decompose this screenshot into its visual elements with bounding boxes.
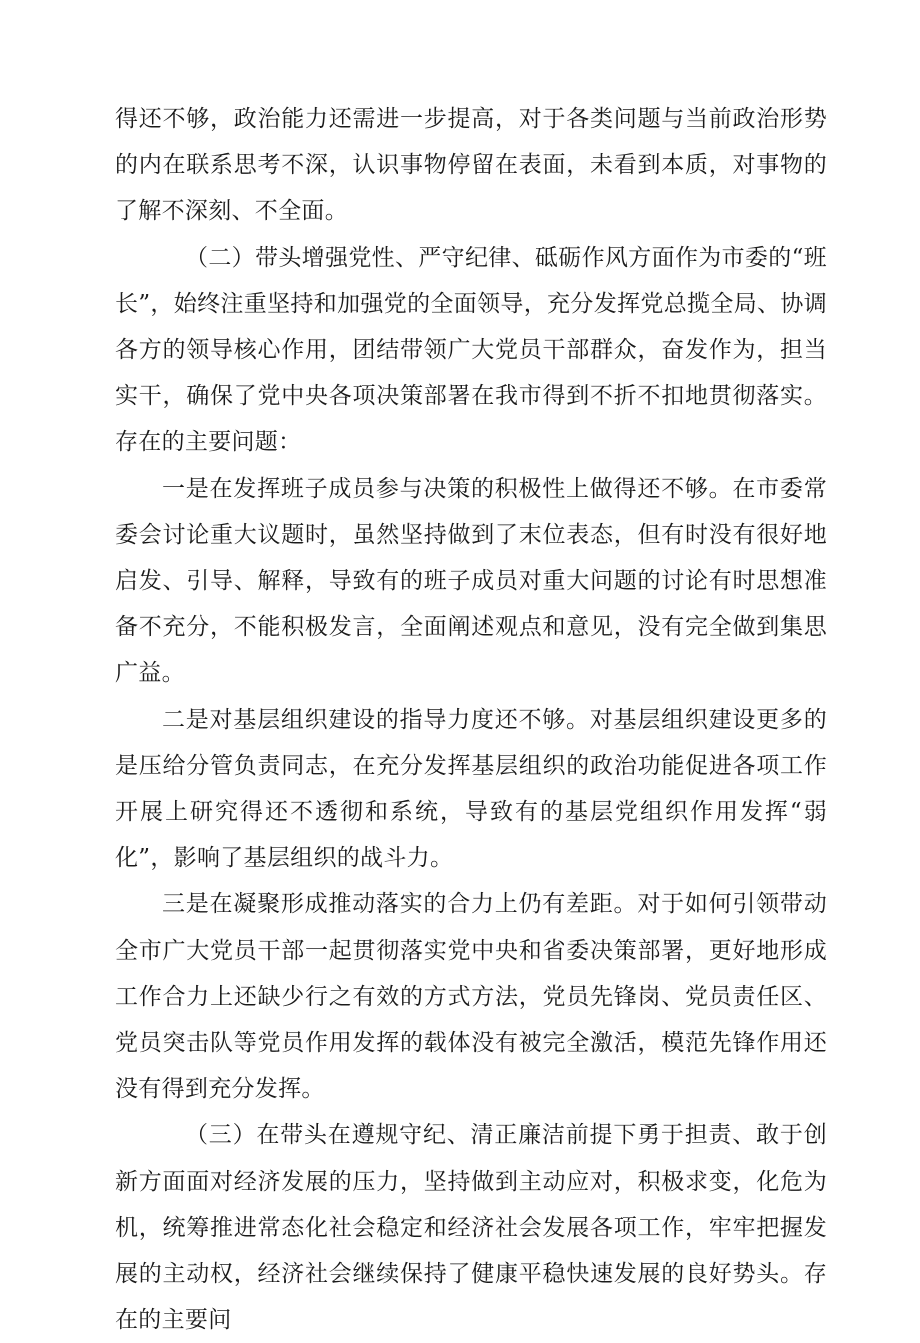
paragraph-point-one: 一是在发挥班子成员参与决策的积极性上做得还不够。在市委常委会讨论重大议题时，虽然坚持做到了末位表态，但有时没有很好地启发、引导、解释，导致有的班子成员对重大问题的讨论有时思想准备不充分，不能积极发言，全面阐述观点和意见，没有完全做到集思广益。 (115, 475, 827, 687)
paragraph-section-three: （三）在带头在遵规守纪、清正廉洁前提下勇于担责、敢于创新方面面对经济发展的压力，坚持做到主动应对，积极求变，化危为机，统筹推进常态化社会稳定和经济社会发展各项工作，牢牢把握发展的主动权，经济社会继续保持了健康平稳快速发展的良好势头。存在的主要问 (115, 1122, 827, 1334)
document-body (115, 96, 827, 1343)
paragraph-continuation: 得还不够，政治能力还需进一步提高，对于各类问题与当前政治形势的内在联系思考不深，认识事物停留在表面，未看到本质，对事物的了解不深刻、不全面。 (115, 106, 827, 225)
paragraph-point-three: 三是在凝聚形成推动落实的合力上仍有差距。对于如何引领带动全市广大党员干部一起贯彻落实党中央和省委决策部署，更好地形成工作合力上还缺少行之有效的方式方法，党员先锋岗、党员责任区、党员突击队等党员作用发挥的载体没有被完全激活，模范先锋作用还没有得到充分发挥。 (115, 891, 827, 1103)
paragraph-section-two: （二）带头增强党性、严守纪律、砥砺作风方面作为市委的“班长”，始终注重坚持和加强党的全面领导，充分发挥党总揽全局、协调各方的领导核心作用，团结带领广大党员干部群众，奋发作为，担当实干，确保了党中央各项决策部署在我市得到不折不扣地贯彻落实。存在的主要问题： (115, 244, 827, 456)
paragraph-point-two: 二是对基层组织建设的指导力度还不够。对基层组织建设更多的是压给分管负责同志，在充分发挥基层组织的政治功能促进各项工作开展上研究得还不透彻和系统，导致有的基层党组织作用发挥“弱化”，影响了基层组织的战斗力。 (115, 706, 827, 872)
